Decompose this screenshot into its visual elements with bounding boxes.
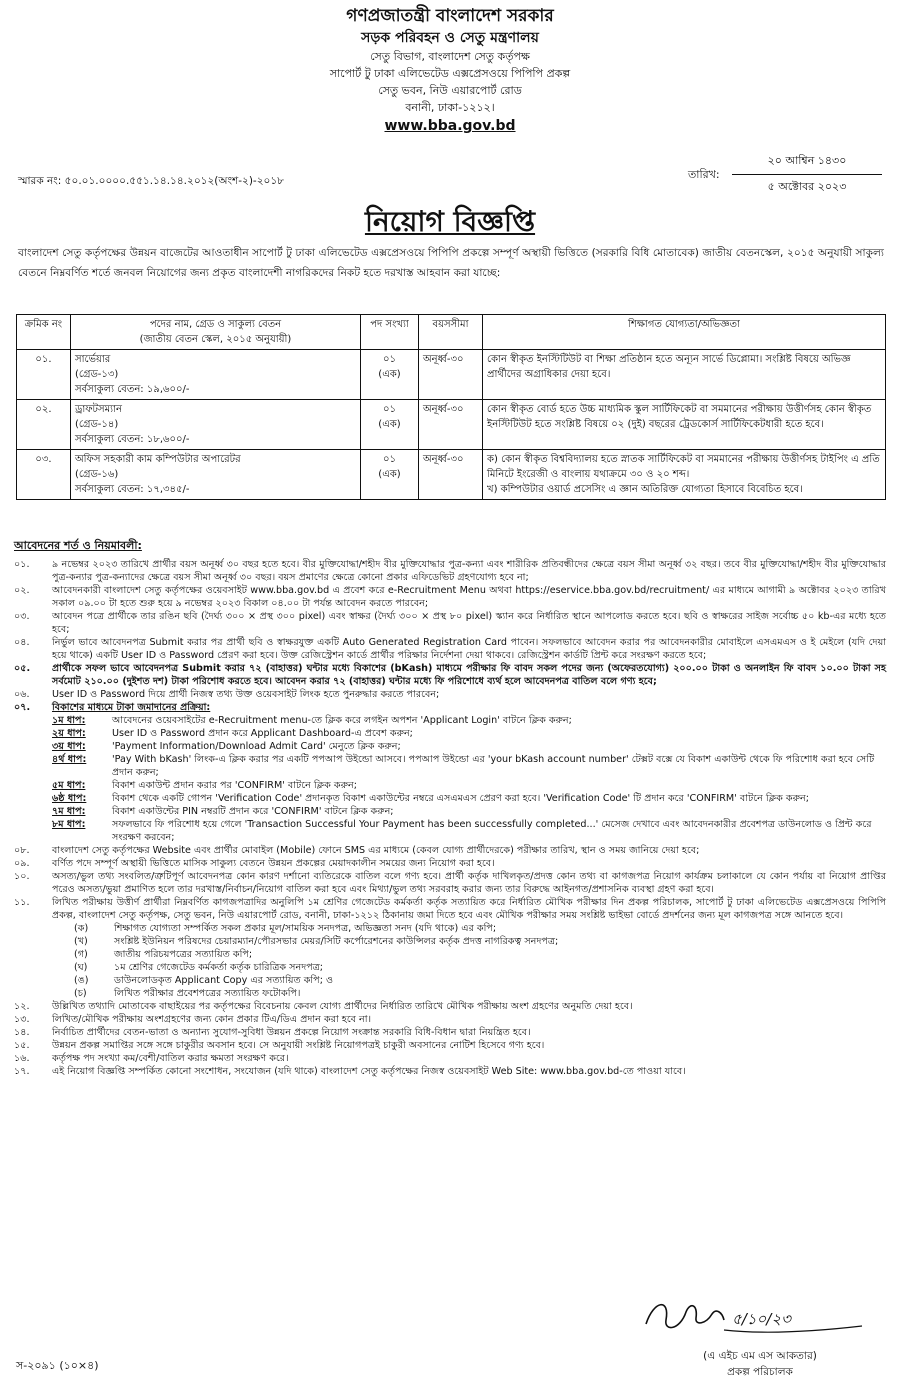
post-count: ০১ [383, 404, 396, 415]
term-text: বর্ণিত পদে সম্পূর্ণ অস্থায়ী ভিত্তিতে মাসিক সাকুল্য বেতনে উন্নয়ন প্রকল্পের মেয়াদকালীন সময়ের জন্য নিয়োগ করা হবে। [52, 858, 495, 869]
table-header-row [17, 315, 886, 350]
term-text: প্রার্থীকে সফল ভাবে আবেদনপত্র Submit করার ৭২ (বাহাত্তর) ঘন্টার মধ্যে বিকাশের (bKash) মাধ্যমে পরীক্ষার ফি বাবদ সকল পদের জন্য (অফেরতযোগ্য) ২০০.০০ টাকা ও অনলাইন ফি বাবদ ১০.০০ টাকা সহ সর্বমোট ২১০.০০ (দুইশত দশ) টাকা পরিশোধ করতে হবে। আবেদন করার ৭২ (বাহাত্তর) ঘন্টার মধ্যে ফি পরিশোধে ব্যর্থ হলে আবেদনপত্র বাতিল বলে গণ্য হবে; [52, 663, 886, 687]
row-age: অনূর্ধ্ব-৩০ [419, 400, 483, 450]
document-label: (গ) [74, 949, 88, 960]
row-qualification: কোন স্বীকৃত ইনস্টিটিউট বা শিক্ষা প্রতিষ্ঠান হতে অন্যূন সার্ভে ডিপ্লোমা। সংশ্লিষ্ট বিষয়ে অভিজ্ঞ প্রার্থীদের অগ্রাধিকার দেয়া হবে। [483, 350, 886, 400]
row-qualification [483, 450, 886, 500]
row-serial: ০৩. [17, 450, 71, 500]
intro-paragraph: বাংলাদেশ সেতু কর্তৃপক্ষের উন্নয়ন বাজেটের আওতাধীন সাপোর্ট টু ঢাকা এলিভেটেড এক্সপ্রেসওয়ে পিপিপি প্রকল্পে সম্পূর্ণ অস্থায়ী ভিত্তিতে (সরকারি বিধি মোতাবেক) জাতীয় বেতনস্কেল, ২০১৫ অনুযায়ী সাকুল্য বেতনে নিম্নবর্ণিত শর্তে জনবল নিয়োগের জন্য প্রকৃত বাংলাদেশী নাগরিকদের নিকট হতে দরখাস্ত আহবান করা যাচ্ছে: [18, 247, 884, 279]
term-item [14, 1052, 886, 1065]
term-item [14, 1039, 886, 1052]
office-address: বনানী, ঢাকা-১২১২। [405, 101, 495, 114]
step-label: ২য় ধাপ: [52, 728, 86, 739]
document-item [74, 935, 886, 948]
post-grade: (গ্রেড-১৬) [75, 469, 119, 480]
document-text: ১ম শ্রেণির গেজেটেড কর্মকর্তা কর্তৃক চারিত্রিক সনদপত্র; [114, 962, 324, 973]
website-link[interactable]: www.bba.gov.bd [384, 118, 516, 134]
step-text: বিকাশ একাউন্টের PIN নম্বরটি প্রদান করে 'CONFIRM' বাটনে ক্লিক করুন; [112, 806, 394, 817]
term-item [14, 870, 886, 896]
step-text: আবেদনের ওয়েবসাইটের e-Recruitment menu-তে ক্লিক করে লগইন অপশন 'Applicant Login' বাটনে ক্লিক করুন; [112, 715, 572, 726]
signatory-block [620, 1348, 900, 1380]
term-text: ৯ নভেম্বর ২০২৩ তারিখে প্রার্থীর বয়স অনূর্ধ্ব ৩০ বছর হতে হবে। বীর মুক্তিযোদ্ধা/শহীদ বীর মুক্তিযোদ্ধার পুত্র-কন্যা এবং শারীরিক প্রতিবন্ধীদের ক্ষেত্রে বয়স সীমা অনূর্ধ্ব ৩২ বছর। তবে বীর মুক্তিযোদ্ধা/শহীদ বীর মুক্তিযোদ্ধার পুত্র-কন্যার পুত্র-কন্যাদের ক্ষেত্রে বয়স সীমা অনূর্ধ্ব ৩০ বছর। বয়স প্রমাণের ক্ষেত্রে কোনো প্রকার এফিডেভিট গ্রহণযোগ্য হবে না; [52, 559, 886, 583]
step-label: ৫ম ধাপ: [52, 780, 86, 791]
row-serial: ০২. [17, 400, 71, 450]
footer-code: স-২০৯১ (১০×৪) [16, 1359, 99, 1372]
term-number: ১১. [14, 897, 30, 908]
header-post-sub: (জাতীয় বেতন স্কেল, ২০১৫ অনুযায়ী) [139, 334, 292, 345]
row-post [71, 450, 361, 500]
term-item [14, 1013, 886, 1026]
term-text: নির্ভুল ভাবে আবেদনপত্র Submit করার পর প্রার্থী ছবি ও স্বাক্ষরযুক্ত একটি Auto Generated Registration Card পাবেন। সফলভাবে আবেদন করার পর আবেদনকারীর মোবাইলে এসএমএস ও ই মেইলে (যদি দেয়া হয়ে থাকে) একটি User ID ও Password প্রেরণ করা হবে। উক্ত রেজিস্ট্রেশন কার্ডে প্রার্থীর পরিক্ষার নির্দেশনা দেয়া থাকবে। রেজিস্ট্রেশন কার্ডটি প্রিন্ট করে সংরক্ষণ করতে হবে; [52, 637, 886, 661]
term-number: ০৫. [14, 663, 31, 674]
payment-step [52, 714, 886, 727]
term-number: ০২. [14, 585, 30, 596]
term-text: কর্তৃপক্ষ পদ সংখ্যা কম/বেশী/বাতিল করার ক্ষমতা সংরক্ষণ করে। [52, 1053, 289, 1064]
post-salary: সর্বসাকুল্য বেতন: ১৮,৬০০/- [75, 434, 190, 445]
payment-step [52, 805, 886, 818]
term-text: এই নিয়োগ বিজ্ঞপ্তি সম্পর্কিত কোনো সংশোধন, সংযোজন (যদি থাকে) বাংলাদেশ সেতু কর্তৃপক্ষের নিজস্ব ওয়েবসাইট Web Site: www.bba.gov.bd-তে পাওয়া যাবে। [52, 1066, 686, 1077]
post-count-word: (এক) [378, 469, 401, 480]
header-serial: ক্রমিক নং [17, 315, 71, 350]
document-label: (ঘ) [74, 962, 88, 973]
header-qualification: শিক্ষাগত যোগ্যতা/অভিজ্ঞতা [483, 315, 886, 350]
step-text: 'Pay With bKash' লিংক-এ ক্লিক করার পর একটি পপআপ উইন্ডো আসবে। পপআপ উইন্ডো এর 'your bKash account number' টেক্সট বক্সে যে বিকাশ একাউন্ট থেকে ফি পরিশোধ করা হবে সেটি প্রদান করুন; [112, 754, 875, 778]
government-name: গণপ্রজাতন্ত্রী বাংলাদেশ সরকার [346, 6, 554, 26]
step-label: ৬ষ্ঠ ধাপ: [52, 793, 87, 804]
signature-graphic [640, 1290, 880, 1342]
term-number: ১৪. [14, 1027, 30, 1038]
term-text: উন্নয়ন প্রকল্প সমাপ্তির সঙ্গে সঙ্গে চাকুরীর অবসান হবে। সে অনুযায়ী সংশ্লিষ্ট নিয়োগপত্রই চাকুরী অবসানের নোটিশ হিসেবে গণ্য হবে। [52, 1040, 545, 1051]
term-text: উল্লিখিত তথ্যাদি মোতাবেক বাছাইয়ের পর কর্তৃপক্ষের বিবেচনায় কেবল যোগ্য প্রার্থীদের নির্ধারিত তারিখে মৌখিক পরীক্ষায় অংশ গ্রহণের অনুমতি দেয়া হবে। [52, 1001, 633, 1012]
term-number: ১০. [14, 871, 30, 882]
post-salary: সর্বসাকুল্য বেতন: ১৯,৬০০/- [75, 384, 190, 395]
step-text: বিকাশ একাউন্ট প্রদান করার পর 'CONFIRM' বাটনে ক্লিক করুন; [112, 780, 357, 791]
row-age: অনূর্ধ্ব-৩০ [419, 350, 483, 400]
post-count: ০১ [383, 454, 396, 465]
post-grade: (গ্রেড-১৩) [75, 369, 119, 380]
row-age: অনূর্ধ্ব-৩০ [419, 450, 483, 500]
notice-title-wrap [0, 200, 900, 247]
term-item [14, 662, 886, 688]
post-name: ড্রাফটসম্যান [75, 404, 122, 415]
term-number: ০৪. [14, 637, 30, 648]
posts-table [16, 314, 886, 500]
post-grade: (গ্রেড-১৪) [75, 419, 119, 430]
memo-number: স্মারক নং: ৫০.০১.০০০০.৫৫১.১৪.১৪.২০১২(অংশ-২)-২০১৮ [18, 175, 284, 187]
step-text: User ID ও Password প্রদান করে Applicant Dashboard-এ প্রবেশ করুন; [112, 728, 413, 739]
table-row [17, 400, 886, 450]
payment-step [52, 792, 886, 805]
required-documents [74, 922, 886, 1000]
payment-step [52, 727, 886, 740]
term-item [14, 688, 886, 701]
header-post [71, 315, 361, 350]
table-row [17, 350, 886, 400]
term-number: ১২. [14, 1001, 30, 1012]
term-text: আবেদনকারী বাংলাদেশ সেতু কর্তৃপক্ষের ওয়েবসাইট www.bba.gov.bd এ প্রবেশ করে e-Recruitment Menu অথবা https://eservice.bba.gov.bd/recruitment/ এর মাধ্যমে আগামী ৯ অক্টোবর ২০২৩ তারিখ সকাল ০৯.০০ টা হতে শুরু হয়ে ৯ নভেম্বর ২০২৩ বিকাল ০৪.০০ টা পর্যন্ত আবেদন করতে পারবেন; [52, 585, 886, 609]
document-item [74, 922, 886, 935]
step-text: বিকাশ থেকে একটি গোপন 'Verification Code' প্রদানকৃত বিকাশ একাউন্টের নম্বরে এসএমএস প্রেরণ করা হবে। 'Verification Code' টি প্রদান করে 'CONFIRM' বাটনে ক্লিক করুন; [112, 793, 809, 804]
term-text: লিখিত/মৌখিক পরীক্ষায় অংশগ্রহণের জন্য কোন প্রকার টিএ/ডিএ প্রদান করা হবে না। [52, 1014, 371, 1025]
step-label: ১ম ধাপ: [52, 715, 86, 726]
term-number: ০৩. [14, 611, 30, 622]
step-label: ৩য় ধাপ: [52, 741, 86, 752]
term-item [14, 584, 886, 610]
document-text: জাতীয় পরিচয়পত্রের সত্যায়িত কপি; [114, 949, 253, 960]
term-item [14, 610, 886, 636]
document-item [74, 948, 886, 961]
post-salary: সর্বসাকুল্য বেতন: ১৭,৩৪৫/- [75, 484, 190, 495]
date-block [688, 152, 882, 197]
step-text: 'Payment Information/Download Admit Card' মেনুতে ক্লিক করুন; [112, 741, 401, 752]
document-text: সংশ্লিষ্ট ইউনিয়ন পরিষদের চেয়ারম্যান/পৌরসভার মেয়র/সিটি কর্পোরেশনের কাউন্সিলর কর্তৃক প্রদত্ত নাগরিকত্ব সনদপত্র; [114, 936, 559, 947]
term-text: User ID ও Password দিয়ে প্রার্থী নিজস্ব তথ্য উক্ত ওয়েবসাইট লিংক হতে পুনরুদ্ধার করতে পারবেন; [52, 689, 440, 700]
term-number: ১৬. [14, 1053, 30, 1064]
project-name: সাপোর্ট টু ঢাকা এলিভেটেড এক্সপ্রেসওয়ে পিপিপি প্রকল্প [329, 67, 571, 80]
header-count: পদ সংখ্যা [361, 315, 419, 350]
signature-stroke [646, 1305, 724, 1328]
term-number: ১৫. [14, 1040, 30, 1051]
ministry-name: সড়ক পরিবহন ও সেতু মন্ত্রণালয় [361, 30, 539, 46]
payment-step [52, 740, 886, 753]
term-text: আবেদন পত্রে প্রার্থীকে তার রঙিন ছবি (দৈর্ঘ্য ৩০০ × প্রস্থ ৩০০ pixel) এবং স্বাক্ষর (দৈর্ঘ্য ৩০০ × প্রস্থ ৮০ pixel) স্ক্যান করে নির্ধারিত স্থানে আপলোড করতে হবে। ছবি ও স্বাক্ষরের সাইজ সর্বোচ্চ ৫০ kb-এর মধ্যে হতে হবে; [52, 611, 886, 635]
term-item [14, 1000, 886, 1013]
term-number: ০১. [14, 559, 30, 570]
term-number: ১৭. [14, 1066, 30, 1077]
term-number: ০৯. [14, 858, 30, 869]
document-label: (ঙ) [74, 975, 89, 986]
signatory-designation: প্রকল্প পরিচালক [727, 1366, 793, 1378]
row-post [71, 350, 361, 400]
step-label: ৮ম ধাপ: [52, 819, 86, 830]
office-building: সেতু ভবন, নিউ এয়ারপোর্ট রোড [378, 84, 522, 97]
term-item [14, 896, 886, 922]
row-count [361, 350, 419, 400]
step-label: ৪র্থ ধাপ: [52, 754, 87, 765]
post-count-word: (এক) [378, 369, 401, 380]
payment-step [52, 753, 886, 779]
row-qualification: কোন স্বীকৃত বোর্ড হতে উচ্চ মাধ্যমিক স্কুল সার্টিফিকেট বা সমমানের পরীক্ষায় উত্তীর্ণসহ কোন স্বীকৃত ইনস্টিটিউট হতে সংশ্লিষ্ট বিষয়ে ০২ (দুই) বছরের ট্রেডকোর্স সার্টিফিকেটধারী হতে হবে। [483, 400, 886, 450]
row-serial: ০১. [17, 350, 71, 400]
terms-title: আবেদনের শর্ত ও নিয়মাবলী: [14, 539, 142, 552]
terms-section [14, 537, 886, 1078]
term-text: লিখিত পরীক্ষায় উত্তীর্ণ প্রার্থীরা নিম্নবর্ণিত কাগজপত্রাদির অনুলিপি ১ম শ্রেণির গেজেটেড কর্মকর্তা কর্তৃক সত্যায়িত করে নির্ধারিত মৌখিক পরীক্ষার দিন প্রকল্প পরিচালক, সাপোর্ট টু ঢাকা এলিভেটেড এক্সপ্রেসওয়ে পিপিপি প্রকল্প, বাংলাদেশ সেতু কর্তৃপক্ষ, সেতু ভবন, নিউ এয়ারপোর্ট রোড, বনানী, ঢাকা-১২১২ ঠিকানায় জমা দিতে হবে এবং মৌখিক পরীক্ষার সময় সংশ্লিষ্ট ভাইভা বোর্ডে প্রদর্শনের জন্য মূল কাগজপত্র সঙ্গে আনতে হবে। [52, 897, 886, 921]
term-item [14, 844, 886, 857]
term-number: ০৮. [14, 845, 30, 856]
term-number: ০৬. [14, 689, 30, 700]
notice-title: নিয়োগ বিজ্ঞপ্তি [364, 205, 536, 238]
step-label: ৭ম ধাপ: [52, 806, 86, 817]
row-post [71, 400, 361, 450]
header-age: বয়সসীমা [419, 315, 483, 350]
document-text: শিক্ষাগত যোগ্যতা সম্পর্কিত সকল প্রকার মূল/সাময়িক সনদপত্র, অভিজ্ঞতা সনদ (যদি থাকে) এর কপি; [114, 923, 497, 934]
document-text: লিখিত পরীক্ষার প্রবেশপত্রের সত্যায়িত ফটোকপি। [114, 988, 301, 999]
term-item [14, 1026, 886, 1039]
row-count [361, 450, 419, 500]
term-text: বাংলাদেশ সেতু কর্তৃপক্ষের Website এবং প্রার্থীর মোবাইল (Mobile) ফোনে SMS এর মাধ্যমে (কেবল যোগ্য প্রার্থীদেরকে) পরীক্ষার তারিখ, স্থান ও সময় জানিয়ে দেয়া হবে; [52, 845, 700, 856]
payment-step [52, 779, 886, 792]
signature-date: ৫/১০/২৩ [732, 1310, 791, 1328]
document-item [74, 987, 886, 1000]
date-bangla: ২০ আশ্বিন ১৪৩০ [732, 152, 882, 175]
table-row [17, 450, 886, 500]
document-item [74, 961, 886, 974]
document-item [74, 974, 886, 987]
row-count [361, 400, 419, 450]
letterhead [0, 8, 900, 133]
post-count: ০১ [383, 354, 396, 365]
term-text: অসত্য/ভুল তথ্য সংবলিত/ত্রুটিপূর্ণ আবেদনপত্র কোন কারণ দর্শানো ব্যতিরেকে বাতিল বলে গণ্য হবে। প্রার্থী কর্তৃক দাখিলকৃত/প্রদত্ত কোন তথ্য বা কাগজপত্র নিয়োগ কার্যক্রম চলাকালে যে কোন পর্যায় বা নিয়োগ প্রাপ্তির পরেও অসত্য/ভুয়া প্রমাণিত হলে তার দরখাস্ত/নির্বাচন/নিয়োগ বাতিল করা হবে এবং মিথ্যা/ভুল তথ্য সরবরাহ করার জন্য তার বিরুদ্ধে আইনগত/প্রশাসনিক ব্যবস্থা গ্রহণ করা হবে। [52, 871, 886, 895]
term-item [14, 1065, 886, 1078]
term-item [14, 857, 886, 870]
post-name: অফিস সহকারী কাম কম্পিউটার অপারেটর [75, 454, 241, 465]
qualification-b: খ) কম্পিউটার ওয়ার্ড প্রসেসিং এ জ্ঞান অতিরিক্ত যোগ্যতা হিসাবে বিবেচিত হবে। [487, 484, 803, 495]
document-label: (চ) [74, 988, 87, 999]
term-text: বিকাশের মাধ্যমে টাকা জমাদানের প্রক্রিয়া: [52, 702, 211, 713]
post-count-word: (এক) [378, 419, 401, 430]
document-text: ডাউনলোডকৃত Applicant Copy এর সত্যায়িত কপি; ও [114, 975, 334, 986]
date-english: ৫ অক্টোবর ২০২৩ [767, 180, 847, 193]
header-post-label: পদের নাম, গ্রেড ও সাকুল্য বেতন [149, 319, 282, 330]
term-item [14, 558, 886, 584]
step-text: সফলভাবে ফি পরিশোধ হয়ে গেলে 'Transaction Successful Your Payment has been successfully completed...' মেসেজ দেখাবে এবং আবেদনকারীর প্রবেশপত্র ডাউনলোড ও প্রিন্ট করে সংরক্ষণ করবেন; [112, 819, 872, 843]
division-name: সেতু বিভাগ, বাংলাদেশ সেতু কর্তৃপক্ষ [370, 50, 530, 63]
term-item [14, 701, 886, 714]
payment-step [52, 818, 886, 844]
qualification-a: ক) কোন স্বীকৃত বিশ্ববিদ্যালয় হতে স্নাতক সার্টিফিকেট বা সমমানের পরীক্ষায় উত্তীর্ণসহ টাইপিং এ প্রতি মিনিটে ইংরেজী ও বাংলায় যথাক্রমে ৩০ ও ২০ শব্দ। [487, 454, 880, 480]
signatory-name: (এ এইচ এম এস আকতার) [703, 1350, 817, 1362]
term-item [14, 636, 886, 662]
document-label: (খ) [74, 936, 88, 947]
term-text: নির্বাচিত প্রার্থীদের বেতন-ভাতা ও অন্যান্য সুযোগ-সুবিধা উন্নয়ন প্রকল্পে নিয়োগ সংক্রান্ত সরকারি বিধি-বিধান দ্বারা নিয়ন্ত্রিত হবে। [52, 1027, 531, 1038]
term-number: ১৩. [14, 1014, 30, 1025]
bkash-steps [52, 714, 886, 844]
post-name: সার্ভেয়ার [75, 354, 111, 365]
term-number: ০৭. [14, 702, 31, 713]
document-label: (ক) [74, 923, 89, 934]
date-label: তারিখ: [688, 168, 720, 181]
